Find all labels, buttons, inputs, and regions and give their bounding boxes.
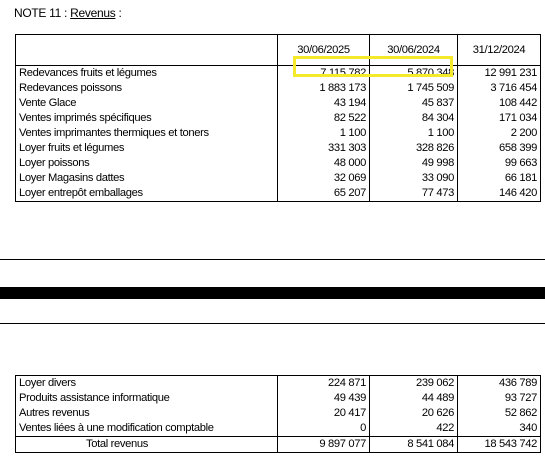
- row-label: Autres revenus: [16, 406, 278, 421]
- row-value-2024: 328 826: [370, 141, 458, 156]
- row-value-2025: 82 522: [278, 111, 370, 126]
- row-value-dec2024: 99 663: [458, 156, 541, 171]
- table-row: [16, 141, 541, 156]
- row-value-dec2024: 171 034: [458, 111, 541, 126]
- table-row: [16, 81, 541, 96]
- row-label: Loyer poissons: [16, 156, 278, 171]
- header-col-3: 31/12/2024: [458, 35, 541, 66]
- note-title-text: Revenus: [70, 6, 116, 20]
- table-row: [16, 391, 541, 406]
- table-row: [16, 406, 541, 421]
- row-value-dec2024: 66 181: [458, 171, 541, 186]
- row-label: Redevances fruits et légumes: [16, 66, 278, 82]
- header-label-cell: [16, 35, 278, 66]
- row-label: Ventes liées à une modification comptable: [16, 421, 278, 437]
- row-value-2025: 1 883 173: [278, 81, 370, 96]
- page-break-band: [0, 287, 545, 299]
- row-value-2025: 20 417: [278, 406, 370, 421]
- row-value-2025: 331 303: [278, 141, 370, 156]
- total-value-2024: 8 541 084: [370, 437, 458, 453]
- table-row: [16, 96, 541, 111]
- total-row: [16, 437, 541, 453]
- row-label: Loyer entrepôt emballages: [16, 186, 278, 202]
- row-value-2024: 422: [370, 421, 458, 437]
- row-value-2024: 1 745 509: [370, 81, 458, 96]
- row-value-2024: 44 489: [370, 391, 458, 406]
- row-value-dec2024: 340: [458, 421, 541, 437]
- row-value-dec2024: 52 862: [458, 406, 541, 421]
- revenus-table-bottom: [15, 375, 541, 453]
- header-col-2: 30/06/2024: [370, 35, 458, 66]
- note-prefix: NOTE 11 :: [14, 6, 68, 20]
- page-separator-bottom: [0, 323, 545, 324]
- total-label: Total revenus: [16, 437, 278, 453]
- row-value-2024: 49 998: [370, 156, 458, 171]
- page-separator-top: [0, 259, 545, 260]
- table-row: [16, 156, 541, 171]
- row-value-2024: 5 870 348: [370, 66, 458, 82]
- row-value-dec2024: 3 716 454: [458, 81, 541, 96]
- table-row: [16, 171, 541, 186]
- row-value-2024: 20 626: [370, 406, 458, 421]
- row-value-2025: 7 115 782: [278, 66, 370, 82]
- note-suffix: :: [115, 6, 122, 20]
- row-label: Ventes imprimés spécifiques: [16, 111, 278, 126]
- row-value-2025: 43 194: [278, 96, 370, 111]
- row-value-dec2024: 108 442: [458, 96, 541, 111]
- table-row: [16, 186, 541, 202]
- row-label: Loyer divers: [16, 376, 278, 392]
- table-row: [16, 421, 541, 437]
- row-value-2024: 77 473: [370, 186, 458, 202]
- row-value-2025: 65 207: [278, 186, 370, 202]
- revenus-table-top: [15, 34, 541, 202]
- row-value-2024: 84 304: [370, 111, 458, 126]
- row-value-dec2024: 146 420: [458, 186, 541, 202]
- row-label: Loyer Magasins dattes: [16, 171, 278, 186]
- row-value-2025: 224 871: [278, 376, 370, 392]
- row-value-dec2024: 436 789: [458, 376, 541, 392]
- row-value-dec2024: 93 727: [458, 391, 541, 406]
- table-row: [16, 376, 541, 392]
- row-label: Produits assistance informatique: [16, 391, 278, 406]
- row-value-2024: 239 062: [370, 376, 458, 392]
- row-value-2025: 32 069: [278, 171, 370, 186]
- row-value-2025: 1 100: [278, 126, 370, 141]
- row-value-2024: 45 837: [370, 96, 458, 111]
- row-label: Loyer fruits et légumes: [16, 141, 278, 156]
- total-value-2025: 9 897 077: [278, 437, 370, 453]
- row-value-dec2024: 12 991 231: [458, 66, 541, 82]
- table-row: [16, 66, 541, 82]
- row-value-2025: 0: [278, 421, 370, 437]
- table-row: [16, 111, 541, 126]
- header-col-1: 30/06/2025: [278, 35, 370, 66]
- row-value-dec2024: 658 399: [458, 141, 541, 156]
- row-value-2024: 33 090: [370, 171, 458, 186]
- row-value-dec2024: 2 200: [458, 126, 541, 141]
- row-label: Ventes imprimantes thermiques et toners: [16, 126, 278, 141]
- table-header-row: [16, 35, 541, 66]
- row-value-2025: 48 000: [278, 156, 370, 171]
- note-title: [14, 6, 121, 20]
- row-label: Redevances poissons: [16, 81, 278, 96]
- row-value-2024: 1 100: [370, 126, 458, 141]
- row-label: Vente Glace: [16, 96, 278, 111]
- row-value-2025: 49 439: [278, 391, 370, 406]
- table-row: [16, 126, 541, 141]
- total-value-dec2024: 18 543 742: [458, 437, 541, 453]
